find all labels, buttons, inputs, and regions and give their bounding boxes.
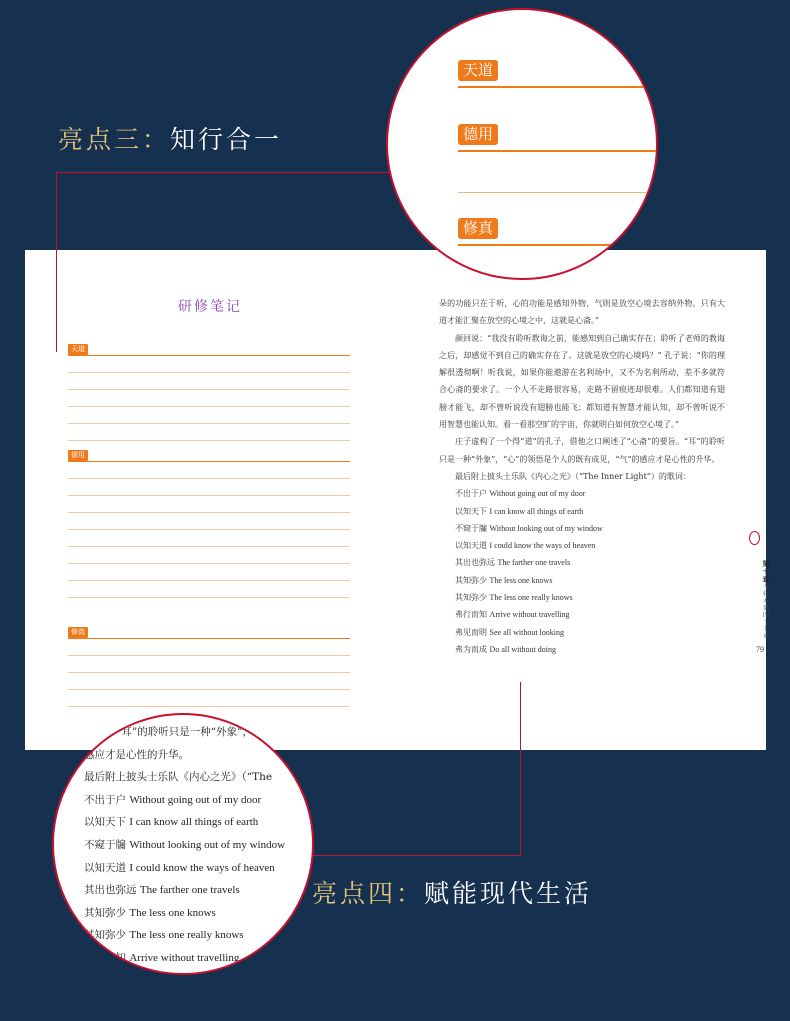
verse-zh: 不窥于牖: [455, 523, 487, 533]
verse-line: [439, 537, 725, 554]
zoom-verse: [84, 789, 314, 812]
verse-line: [439, 503, 725, 520]
verse-en: Without going out of my door: [129, 793, 262, 806]
note-line: [68, 512, 350, 513]
verse-zh: 弗行而知: [84, 951, 126, 964]
verse-zh: 其知弥少: [84, 929, 126, 942]
chapter-sub: 今传本第四十七章: [762, 584, 769, 640]
verse-zh: 不出于户: [455, 489, 487, 499]
notes-title: 研修笔记: [178, 299, 242, 315]
note-line: [68, 529, 350, 530]
notes-tag-deyong: 德用: [68, 450, 88, 461]
verse-en: Without going out of my door: [489, 489, 586, 499]
zoom-line: [458, 244, 658, 246]
notes-tag-tiandao: 天道: [68, 344, 88, 355]
note-line: [68, 478, 350, 479]
note-line: [68, 355, 350, 356]
verse-en: Arrive without travelling: [129, 951, 240, 964]
verse-zh: 弗为而成: [455, 644, 487, 654]
verse-en: The less one knows: [129, 906, 216, 919]
zoom-verse: [84, 947, 314, 970]
verse-zh: 不出于户: [84, 793, 126, 806]
zoom-line-text: 感应才是心性的升华。: [84, 748, 189, 761]
seal-icon: [749, 531, 760, 545]
chapter-label: 第十章: [762, 559, 770, 584]
verse-en: Do all without doing: [489, 644, 556, 654]
note-line: [68, 461, 350, 462]
zoom-text: [84, 721, 314, 970]
zoom-verse: [84, 857, 314, 880]
verse-zh: 其出也弥远: [84, 884, 137, 897]
paragraph: 朵的功能只在于听，心的功能是感知外物，气则是放空心境去容纳外物。只有大道才能汇聚在放空的心境之中，这就是心斋。”: [439, 299, 725, 326]
verse-zh: 其知弥少: [84, 906, 126, 919]
paragraph: 颜回说：“我没有聆听教诲之前，能感知到自己确实存在；聆听了老师的教诲之后，却感觉不到自己的确实存在了。这就是放空的心境吗？” 孔子说：“你的理解很透彻啊！听我说，如果你能遨游在名利场中，又不为名利所动，差不多就符合心斋的要求了。一个人不走路很容易，走路不留痕迹却很难。人们都知道有翅膀才能飞，却不曾听说没有翅膀也能飞；都知道有智慧才能认知，却不曾听说不用智慧也能认知。看一看那空旷的宇宙，你就明白如何放空心境了。”: [439, 333, 725, 430]
connector-line: [520, 682, 521, 856]
zoom-verse: [84, 811, 314, 834]
note-line: [68, 580, 350, 581]
verse-en: I could know the ways of heaven: [129, 861, 275, 874]
verse-zh: 其出也弥远: [455, 558, 495, 568]
note-line: [68, 689, 350, 690]
zoom-line-text: “耳”的聆听只是一种“外象”，: [116, 726, 253, 738]
verse-en: Without looking out of my window: [129, 838, 286, 851]
book-spread: [25, 250, 770, 750]
verse-zh: 以知天道: [455, 541, 487, 551]
verse-line: [439, 606, 725, 623]
highlight-four-text: 赋能现代生活: [424, 879, 593, 908]
verse-line: [439, 485, 725, 502]
highlight-three-label: 亮点三：: [58, 125, 171, 154]
note-line: [68, 597, 350, 598]
note-line: [68, 389, 350, 390]
zoom-line: [458, 192, 658, 193]
verse-zh: 其知弥少: [455, 593, 487, 603]
zoom-verse: [84, 924, 314, 947]
note-line: [68, 638, 350, 639]
zoom-verse: [84, 902, 314, 925]
page-number: 79: [756, 645, 764, 654]
verse-line: [439, 589, 725, 606]
verse-en: See all without looking: [489, 627, 564, 637]
note-line: [68, 706, 350, 707]
verse-zh: 以知天道: [84, 861, 126, 874]
verse-line: [439, 641, 725, 658]
verse-zh: 弗行而知: [455, 610, 487, 620]
verse-en: Without looking out of my window: [489, 523, 603, 533]
magnifier-lyrics: [52, 713, 314, 975]
verse-line: [439, 624, 725, 641]
connector-line: [56, 172, 390, 173]
note-line: [68, 423, 350, 424]
connector-line: [306, 855, 521, 856]
verse-en: The farther one travels: [139, 884, 240, 897]
verse-line: [439, 572, 725, 589]
paragraph: 庄子虚构了一个得“道”的孔子，借他之口阐述了“心斋”的要旨。“耳”的聆听只是一种“外象”，“心”的领悟是个人的既有成见，“气”的感应才是心性的升华。: [439, 437, 725, 464]
zoom-tag-xiuzhen: 修真: [458, 218, 498, 239]
text-page: [439, 295, 725, 658]
note-line: [68, 672, 350, 673]
highlight-four-heading: [312, 874, 592, 910]
verse-en: I can know all things of earth: [129, 816, 259, 829]
note-line: [68, 440, 350, 441]
verse-zh: 其知弥少: [455, 575, 487, 585]
verse-en: The less one knows: [489, 575, 553, 585]
chapter-marker: [761, 560, 771, 640]
zoom-line-text: 最后附上披头士乐队《内心之光》（“The: [84, 771, 273, 784]
zoom-verse: [84, 879, 314, 902]
verse-zh: 以知天下: [84, 816, 126, 829]
verse-en: The less one really knows: [129, 929, 244, 942]
zoom-line: [458, 86, 658, 88]
verse-line: [439, 520, 725, 537]
zoom-line: [458, 150, 658, 152]
highlight-three-text: 知行合一: [170, 125, 283, 154]
verse-zh: 不窥于牖: [84, 838, 126, 851]
verse-en: The farther one travels: [497, 558, 571, 568]
verse-en: The less one really knows: [489, 593, 573, 603]
zoom-verse: [84, 834, 314, 857]
note-line: [68, 655, 350, 656]
note-line: [68, 406, 350, 407]
note-line: [68, 563, 350, 564]
zoom-tag-tiandao: 天道: [458, 60, 498, 81]
verse-zh: 以知天下: [455, 506, 487, 516]
note-line: [68, 372, 350, 373]
verse-en: I could know the ways of heaven: [489, 541, 596, 551]
paragraph: 最后附上披头士乐队《内心之光》（“The Inner Light”）的歌词：: [455, 471, 691, 481]
verse-line: [439, 554, 725, 571]
notes-tag-xiuzhen: 修真: [68, 627, 88, 638]
highlight-three-heading: [58, 120, 282, 156]
note-line: [68, 546, 350, 547]
note-line: [68, 495, 350, 496]
zoom-tag-deyong: 德用: [458, 124, 498, 145]
highlight-four-label: 亮点四：: [312, 879, 425, 908]
magnifier-notes: [386, 8, 658, 280]
verse-zh: 弗见而明: [455, 627, 487, 637]
connector-line: [56, 172, 57, 352]
verse-en: Arrive without travelling: [489, 610, 570, 620]
verse-en: I can know all things of earth: [489, 506, 584, 516]
